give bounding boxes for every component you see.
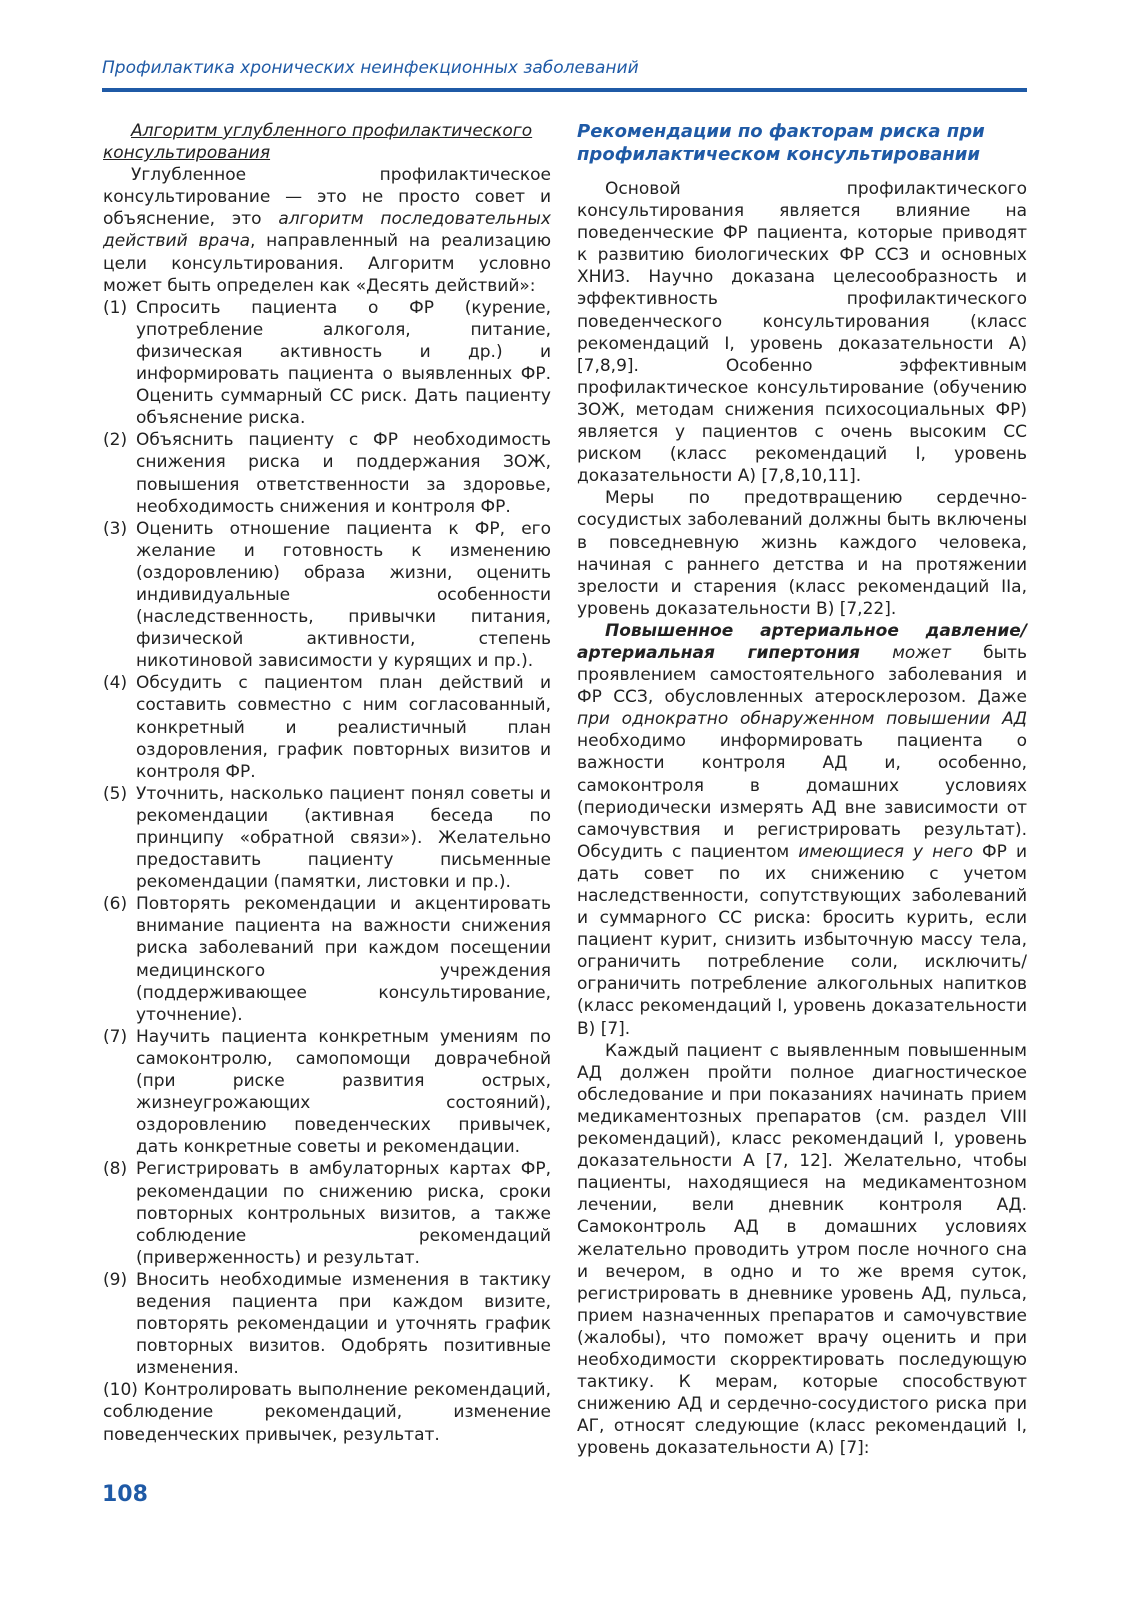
- step-item: [103, 1158, 551, 1268]
- algorithm-title: Алгоритм углубленного профилактического консультирования: [103, 121, 533, 164]
- header-rule: [102, 88, 1027, 92]
- step-number: (4): [103, 673, 128, 694]
- step-number: (1): [103, 297, 128, 318]
- step-text: Регистрировать в амбулаторных картах ФР, рекомендации по снижению риска, сроки повторных контрольных визитов, а также соблюдение рекомендаций (приверженность) и результат.: [136, 1159, 551, 1268]
- step-item: [103, 672, 551, 782]
- step-item: [103, 893, 551, 1026]
- step-item: [103, 1026, 551, 1159]
- step-text: Вносить необходимые изменения в тактику ведения пациента при каждом визите, повторять рекомендации и уточнять график повторных визитов. Одобрять позитивные изменения.: [136, 1269, 551, 1379]
- right-column: [577, 120, 1027, 1459]
- step-number: (2): [103, 430, 128, 451]
- step-number: (3): [103, 518, 128, 539]
- step-number: (9): [103, 1269, 128, 1290]
- left-column: [103, 120, 551, 1446]
- running-title: Профилактика хронических неинфекционных заболеваний: [102, 58, 639, 78]
- step-number: (7): [103, 1026, 128, 1047]
- para3-italic-1: может: [859, 642, 952, 663]
- step-number: (6): [103, 894, 128, 915]
- para3-text-b: необходимо информировать пациента о важности контроля АД и, особенно, самоконтроля в домашних условиях (периодически измерять АД вне зависимости от самочувствия и регистрировать результат). Обсудить с пациентом: [577, 731, 1027, 862]
- step-text: Спросить пациента о ФР (курение, употребление алкоголя, питание, физическая активность и др.) и информировать пациента о выявленных ФР. Оценить суммарный СС риск. Дать пациенту объяснение риска.: [136, 297, 551, 429]
- section-title: Рекомендации по факторам риска при профилактическом консультировании: [577, 121, 985, 165]
- step-text: Повторять рекомендации и акцентировать внимание пациента на важности снижения риска заболеваний при каждом посещении медицинского учреждения (поддерживающее консультирование, уточнение).: [136, 894, 551, 1025]
- step-item: [103, 518, 551, 673]
- hypertension-term: Повышенное артериальное давление/артериальная гипертония: [577, 620, 1027, 663]
- paragraph-1: Основой профилактического консультирования является влияние на поведенческие ФР пациента, которые приводят к развитию биологических ФР ССЗ и основных ХНИЗ. Научно доказана целесообразность и эффективность профилактического поведенческого консультирования (класс рекомендаций I, уровень доказательности А) [7,8,9]. Особенно эффективным профилактическое консультирование (обучению ЗОЖ, методам снижения психосоциальных ФР) является у пациентов с очень высоким СС риском (класс рекомендаций I, уровень доказательности А) [7,8,10,11].: [577, 179, 1027, 487]
- step-text: Уточнить, насколько пациент понял советы и рекомендации (активная беседа по принципу «обратной связи»). Желательно предоставить пациенту письменные рекомендации (памятки, листовки и пр.).: [136, 783, 551, 893]
- step-item: [103, 783, 551, 893]
- step-text: Обсудить с пациентом план действий и составить совместно с ним согласованный, конкретный и реалистичный план оздоровления, график повторных визитов и контроля ФР.: [136, 673, 551, 782]
- step-text: Научить пациента конкретным умениям по самоконтролю, самопомощи доврачебной (при риске развития острых, жизнеугрожающих состояний), оздоровлению поведенческих привычек, дать конкретные советы и рекомендации.: [136, 1026, 551, 1158]
- intro-text-1: Углубленное профилактическое консультирование — это не просто совет и объяснение, это: [103, 165, 551, 230]
- para3-italic-2: при однократно обнаруженном повышении АД: [577, 709, 1027, 730]
- intro-italic: алгоритм последовательных действий врача: [103, 209, 551, 252]
- intro-paragraph: [103, 164, 551, 297]
- page-number: 108: [102, 1482, 148, 1507]
- step-number: (5): [103, 783, 128, 804]
- para3-italic-3: имеющиеся у него: [798, 841, 974, 862]
- para3-text-c: ФР и дать совет по их снижению с учетом наследственности, сопутствующих заболеваний и суммарного СС риска: бросить курить, если пациент курит, снизить избыточную массу тела, ограничить потребление соли, исключить/ограничить потребление алкогольных напитков (класс рекомендаций I, уровень доказательности В) [7].: [577, 841, 1027, 1039]
- step-number: (8): [103, 1159, 128, 1180]
- steps-list: [103, 297, 551, 1446]
- intro-text-2: , направленный на реализацию цели консультирования. Алгоритм условно может быть определен как «Десять действий»:: [103, 231, 551, 296]
- step-item: [103, 429, 551, 517]
- paragraph-2: Меры по предотвращению сердечно-сосудистых заболеваний должны быть включены в повседневную жизнь каждого человека, начиная с раннего детства и на протяжении зрелости и старения (класс рекомендаций IIa, уровень доказательности В) [7,22].: [577, 488, 1027, 619]
- step-item: [103, 1269, 551, 1379]
- step-text: Контролировать выполнение рекомендаций, соблюдение рекомендаций, изменение поведенческих привычек, результат.: [103, 1380, 552, 1445]
- paragraph-4: Каждый пациент с выявленным повышенным АД должен пройти полное диагностическое обследование и при показаниях начинать прием медикаментозных препаратов (см. раздел VIII рекомендаций), класс рекомендаций I, уровень доказательности А [7, 12]. Желательно, чтобы пациенты, находящиеся на медикаментозном лечении, вели дневник контроля АД. Самоконтроль АД в домашних условиях желательно проводить утром после ночного сна и вечером, в одно и то же время суток, регистрировать в дневнике уровень АД, пульса, прием назначенных препаратов и самочувствие (жалобы), что поможет врачу оценить и при необходимости скорректировать последующую тактику. К мерам, которые способствуют снижению АД и сердечно-сосудистого риска при АГ, относят следующие (класс рекомендаций I, уровень доказательности А) [7]:: [577, 1040, 1027, 1459]
- step-item: [103, 1379, 551, 1445]
- step-text: Оценить отношение пациента к ФР, его желание и готовность к изменению (оздоровлению) образа жизни, оценить индивидуальные особенности (наследственность, привычки питания, физической активности, степень никотиновой зависимости у курящих и пр.).: [136, 518, 551, 672]
- step-text: Объяснить пациенту с ФР необходимость снижения риска и поддержания ЗОЖ, повышения ответственности за здоровье, необходимость снижения и контроля ФР.: [136, 430, 551, 517]
- step-item: [103, 297, 551, 430]
- para3-text-a: быть проявлением самостоятельного заболевания и ФР ССЗ, обусловленных атеросклерозом. Даже: [577, 642, 1028, 708]
- paragraph-3: [577, 620, 1027, 1040]
- step-number: (10): [103, 1380, 138, 1401]
